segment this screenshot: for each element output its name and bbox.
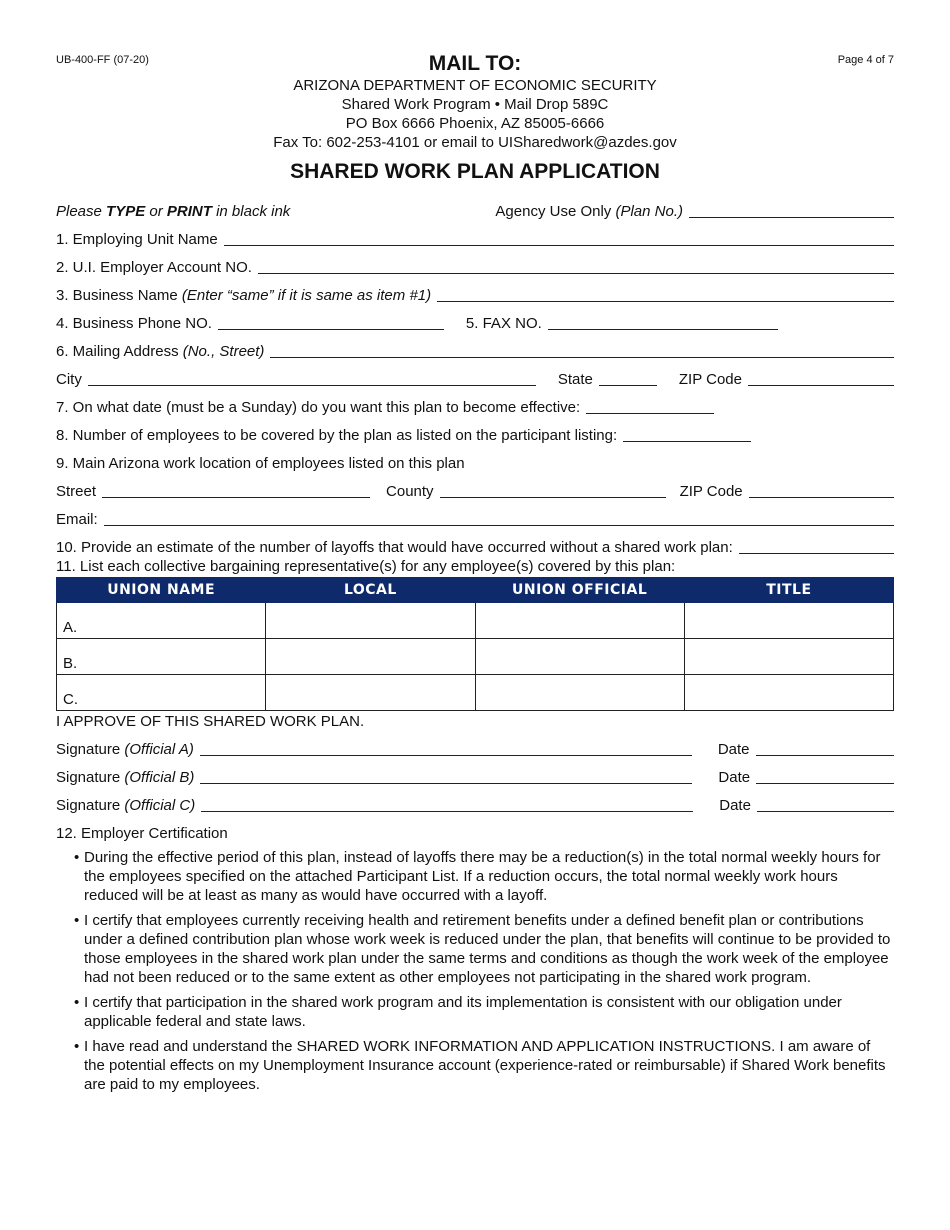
row-mailing-address	[56, 340, 894, 360]
signature-b-field[interactable]	[200, 769, 692, 784]
date-a-field[interactable]	[756, 741, 894, 756]
state-label: State	[557, 371, 593, 388]
zip2-label: ZIP Code	[679, 483, 743, 500]
business-phone-label: 4. Business Phone NO.	[56, 315, 212, 332]
row-bargaining	[56, 555, 894, 575]
union-table-header	[57, 578, 894, 603]
date-label: Date	[718, 769, 751, 786]
row-business-name	[56, 284, 894, 304]
employing-unit-label: 1. Employing Unit Name	[56, 231, 218, 248]
num-employees-label: 8. Number of employees to be covered by the plan as listed on the participant listing:	[56, 427, 618, 444]
business-name-label: 3. Business Name (Enter “same” if it is same as item #1)	[56, 287, 432, 304]
row-num-employees	[56, 424, 894, 444]
certification-list	[74, 848, 894, 1100]
list-item: • During the effective period of this plan, instead of layoffs there may be a reduction(s) in the total normal weekly hours for the employees specified on the attached Participant List. If a reduction occurs, the total normal weekly work hours reduced will be at least as many as would have occurred with a layoff.	[74, 848, 894, 905]
union-official-cell[interactable]	[475, 603, 684, 639]
signature-label: Signature (Official C)	[56, 797, 196, 814]
employing-unit-field[interactable]	[224, 231, 894, 246]
row-city-state-zip	[56, 368, 894, 388]
signature-label: Signature (Official B)	[56, 769, 195, 786]
address-line: PO Box 6666 Phoenix, AZ 85005-6666	[345, 115, 605, 132]
zip-field[interactable]	[748, 371, 894, 386]
signature-label: Signature (Official A)	[56, 741, 194, 758]
local-header: LOCAL	[266, 578, 475, 603]
row-signature-b	[56, 766, 894, 786]
table-row	[57, 603, 894, 639]
ink-instruction: Please TYPE or PRINT in black ink	[56, 203, 291, 220]
row-ui-account	[56, 256, 894, 276]
union-name-cell[interactable]: C.	[57, 675, 266, 711]
fax-field[interactable]	[548, 315, 778, 330]
approval-text: I APPROVE OF THIS SHARED WORK PLAN.	[56, 713, 365, 730]
union-official-cell[interactable]	[475, 639, 684, 675]
address-line: ARIZONA DEPARTMENT OF ECONOMIC SECURITY	[293, 77, 657, 94]
layoffs-label: 10. Provide an estimate of the number of layoffs that would have occurred without a shared work plan:	[56, 539, 733, 556]
mailing-address-field[interactable]	[270, 343, 894, 358]
agency-use-label: Agency Use Only (Plan No.)	[495, 203, 683, 220]
effective-date-label: 7. On what date (must be a Sunday) do you want this plan to become effective:	[56, 399, 581, 416]
signature-c-field[interactable]	[201, 797, 693, 812]
row-employing-unit	[56, 228, 894, 248]
row-layoffs	[56, 536, 894, 556]
street-label: Street	[56, 483, 97, 500]
certification-heading: 12. Employer Certification	[56, 825, 228, 842]
row-certification-heading	[56, 822, 894, 842]
zip2-field[interactable]	[749, 483, 894, 498]
business-phone-field[interactable]	[218, 315, 444, 330]
title-cell[interactable]	[684, 603, 893, 639]
city-field[interactable]	[88, 371, 536, 386]
work-location-label: 9. Main Arizona work location of employees listed on this plan	[56, 455, 465, 472]
row-effective-date	[56, 396, 894, 416]
local-cell[interactable]	[266, 639, 475, 675]
local-cell[interactable]	[266, 603, 475, 639]
ui-account-label: 2. U.I. Employer Account NO.	[56, 259, 252, 276]
local-cell[interactable]	[266, 675, 475, 711]
mail-to-block	[0, 52, 950, 152]
business-name-field[interactable]	[437, 287, 894, 302]
mail-to-heading: MAIL TO:	[428, 52, 522, 75]
row-street-county-zip	[56, 480, 894, 500]
union-name-cell[interactable]: B.	[57, 639, 266, 675]
intro-row	[56, 200, 894, 220]
county-label: County	[386, 483, 434, 500]
address-line: Fax To: 602-253-4101 or email to UISharedwork@azdes.gov	[273, 134, 677, 151]
mailing-address-label: 6. Mailing Address (No., Street)	[56, 343, 265, 360]
row-signature-a	[56, 738, 894, 758]
date-b-field[interactable]	[756, 769, 894, 784]
list-item: • I certify that participation in the shared work program and its implementation is consistent with our obligation under applicable federal and state laws.	[74, 993, 894, 1031]
street-field[interactable]	[102, 483, 370, 498]
zip-label: ZIP Code	[678, 371, 742, 388]
plan-no-field[interactable]	[689, 203, 894, 218]
union-name-header: UNION NAME	[57, 578, 266, 603]
union-name-cell[interactable]: A.	[57, 603, 266, 639]
form-code: UB-400-FF (07-20)	[56, 54, 149, 66]
page-number: Page 4 of 7	[837, 54, 894, 66]
union-official-cell[interactable]	[475, 675, 684, 711]
date-label: Date	[719, 797, 751, 814]
title-header: TITLE	[684, 578, 893, 603]
date-label: Date	[717, 741, 750, 758]
title-cell[interactable]	[684, 675, 893, 711]
state-field[interactable]	[599, 371, 657, 386]
row-email	[56, 508, 894, 528]
signature-a-field[interactable]	[200, 741, 692, 756]
page-title: SHARED WORK PLAN APPLICATION	[290, 160, 660, 183]
fax-label: 5. FAX NO.	[465, 315, 542, 332]
table-row	[57, 675, 894, 711]
email-label: Email:	[56, 511, 98, 528]
city-label: City	[56, 371, 82, 388]
ui-account-field[interactable]	[258, 259, 894, 274]
title-cell[interactable]	[684, 639, 893, 675]
num-employees-field[interactable]	[623, 427, 751, 442]
layoffs-field[interactable]	[739, 539, 894, 554]
union-table	[56, 577, 894, 711]
table-row	[57, 639, 894, 675]
list-item: • I have read and understand the SHARED WORK INFORMATION AND APPLICATION INSTRUCTIONS. I am aware of the potential effects on my Unemployment Insurance account (experience-rated or reimbursable) if Shared Work benefits are paid to my employees.	[74, 1037, 894, 1094]
row-work-location	[56, 452, 894, 472]
county-field[interactable]	[440, 483, 666, 498]
row-phone-fax	[56, 312, 894, 332]
address-line: Shared Work Program • Mail Drop 589C	[341, 96, 609, 113]
date-c-field[interactable]	[757, 797, 894, 812]
union-official-header: UNION OFFICIAL	[475, 578, 684, 603]
row-signature-c	[56, 794, 894, 814]
email-field[interactable]	[104, 511, 894, 526]
effective-date-field[interactable]	[586, 399, 714, 414]
row-approval	[56, 710, 894, 730]
list-item: • I certify that employees currently receiving health and retirement benefits under a defined benefit plan or contributions under a defined contribution plan whose work week is reduced under the plan, that benefits will continue to be provided to those employees in the shared work plan under the same terms and conditions as though the work week of the employee had not been reduced or to the same extent as other employees not participating in the shared work program.	[74, 911, 894, 987]
bargaining-label: 11. List each collective bargaining representative(s) for any employee(s) covered by this plan:	[56, 558, 676, 575]
